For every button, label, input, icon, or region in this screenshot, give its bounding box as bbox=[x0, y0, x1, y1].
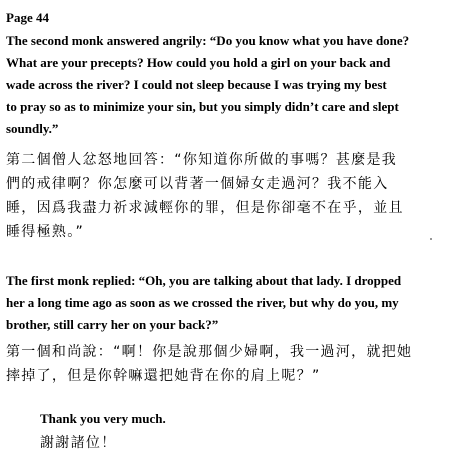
paragraph-1-english bbox=[6, 30, 446, 140]
text-line: The first monk replied: “Oh, you are talking about that lady. I dropped bbox=[6, 273, 402, 288]
text-line: 摔掉了，但是你幹嘛還把她背在你的肩上呢？” bbox=[6, 368, 321, 384]
closing-chinese: 謝謝諸位！ bbox=[40, 435, 117, 451]
text-line: 第一個和尚說：“啊！你是說那個少婦啊，我一過河，就把她 bbox=[6, 344, 413, 360]
paragraph-2-english bbox=[6, 270, 446, 336]
text-line: her a long time ago as soon as we crossed the river, but why do you, my bbox=[6, 295, 399, 310]
text-line: brother, still carry her on your back?” bbox=[6, 317, 219, 332]
text-line: 們的戒律啊？你怎麼可以背著一個婦女走過河？我不能入 bbox=[6, 176, 389, 192]
text-line: soundly.” bbox=[6, 121, 59, 136]
page-number: Page 44 bbox=[6, 10, 49, 25]
text-line: to pray so as to minimize your sin, but you simply didn’t care and slept bbox=[6, 99, 399, 114]
text-line: 第二個僧人忿怒地回答：“你知道你所做的事嗎？甚麼是我 bbox=[6, 152, 398, 168]
text-line: 睡，因爲我盡力祈求減輕你的罪，但是你卻毫不在乎，並且 bbox=[6, 200, 404, 216]
paragraph-1-chinese bbox=[6, 148, 446, 244]
scan-speck bbox=[430, 238, 432, 240]
closing-english: Thank you very much. bbox=[40, 411, 166, 426]
text-line: What are your precepts? How could you hold a girl on your back and bbox=[6, 55, 391, 70]
text-line: 睡得極熟。” bbox=[6, 224, 85, 240]
text-line: The second monk answered angrily: “Do you know what you have done? bbox=[6, 33, 410, 48]
text-line: wade across the river? I could not sleep because I was trying my best bbox=[6, 77, 387, 92]
paragraph-2-chinese bbox=[6, 340, 446, 388]
